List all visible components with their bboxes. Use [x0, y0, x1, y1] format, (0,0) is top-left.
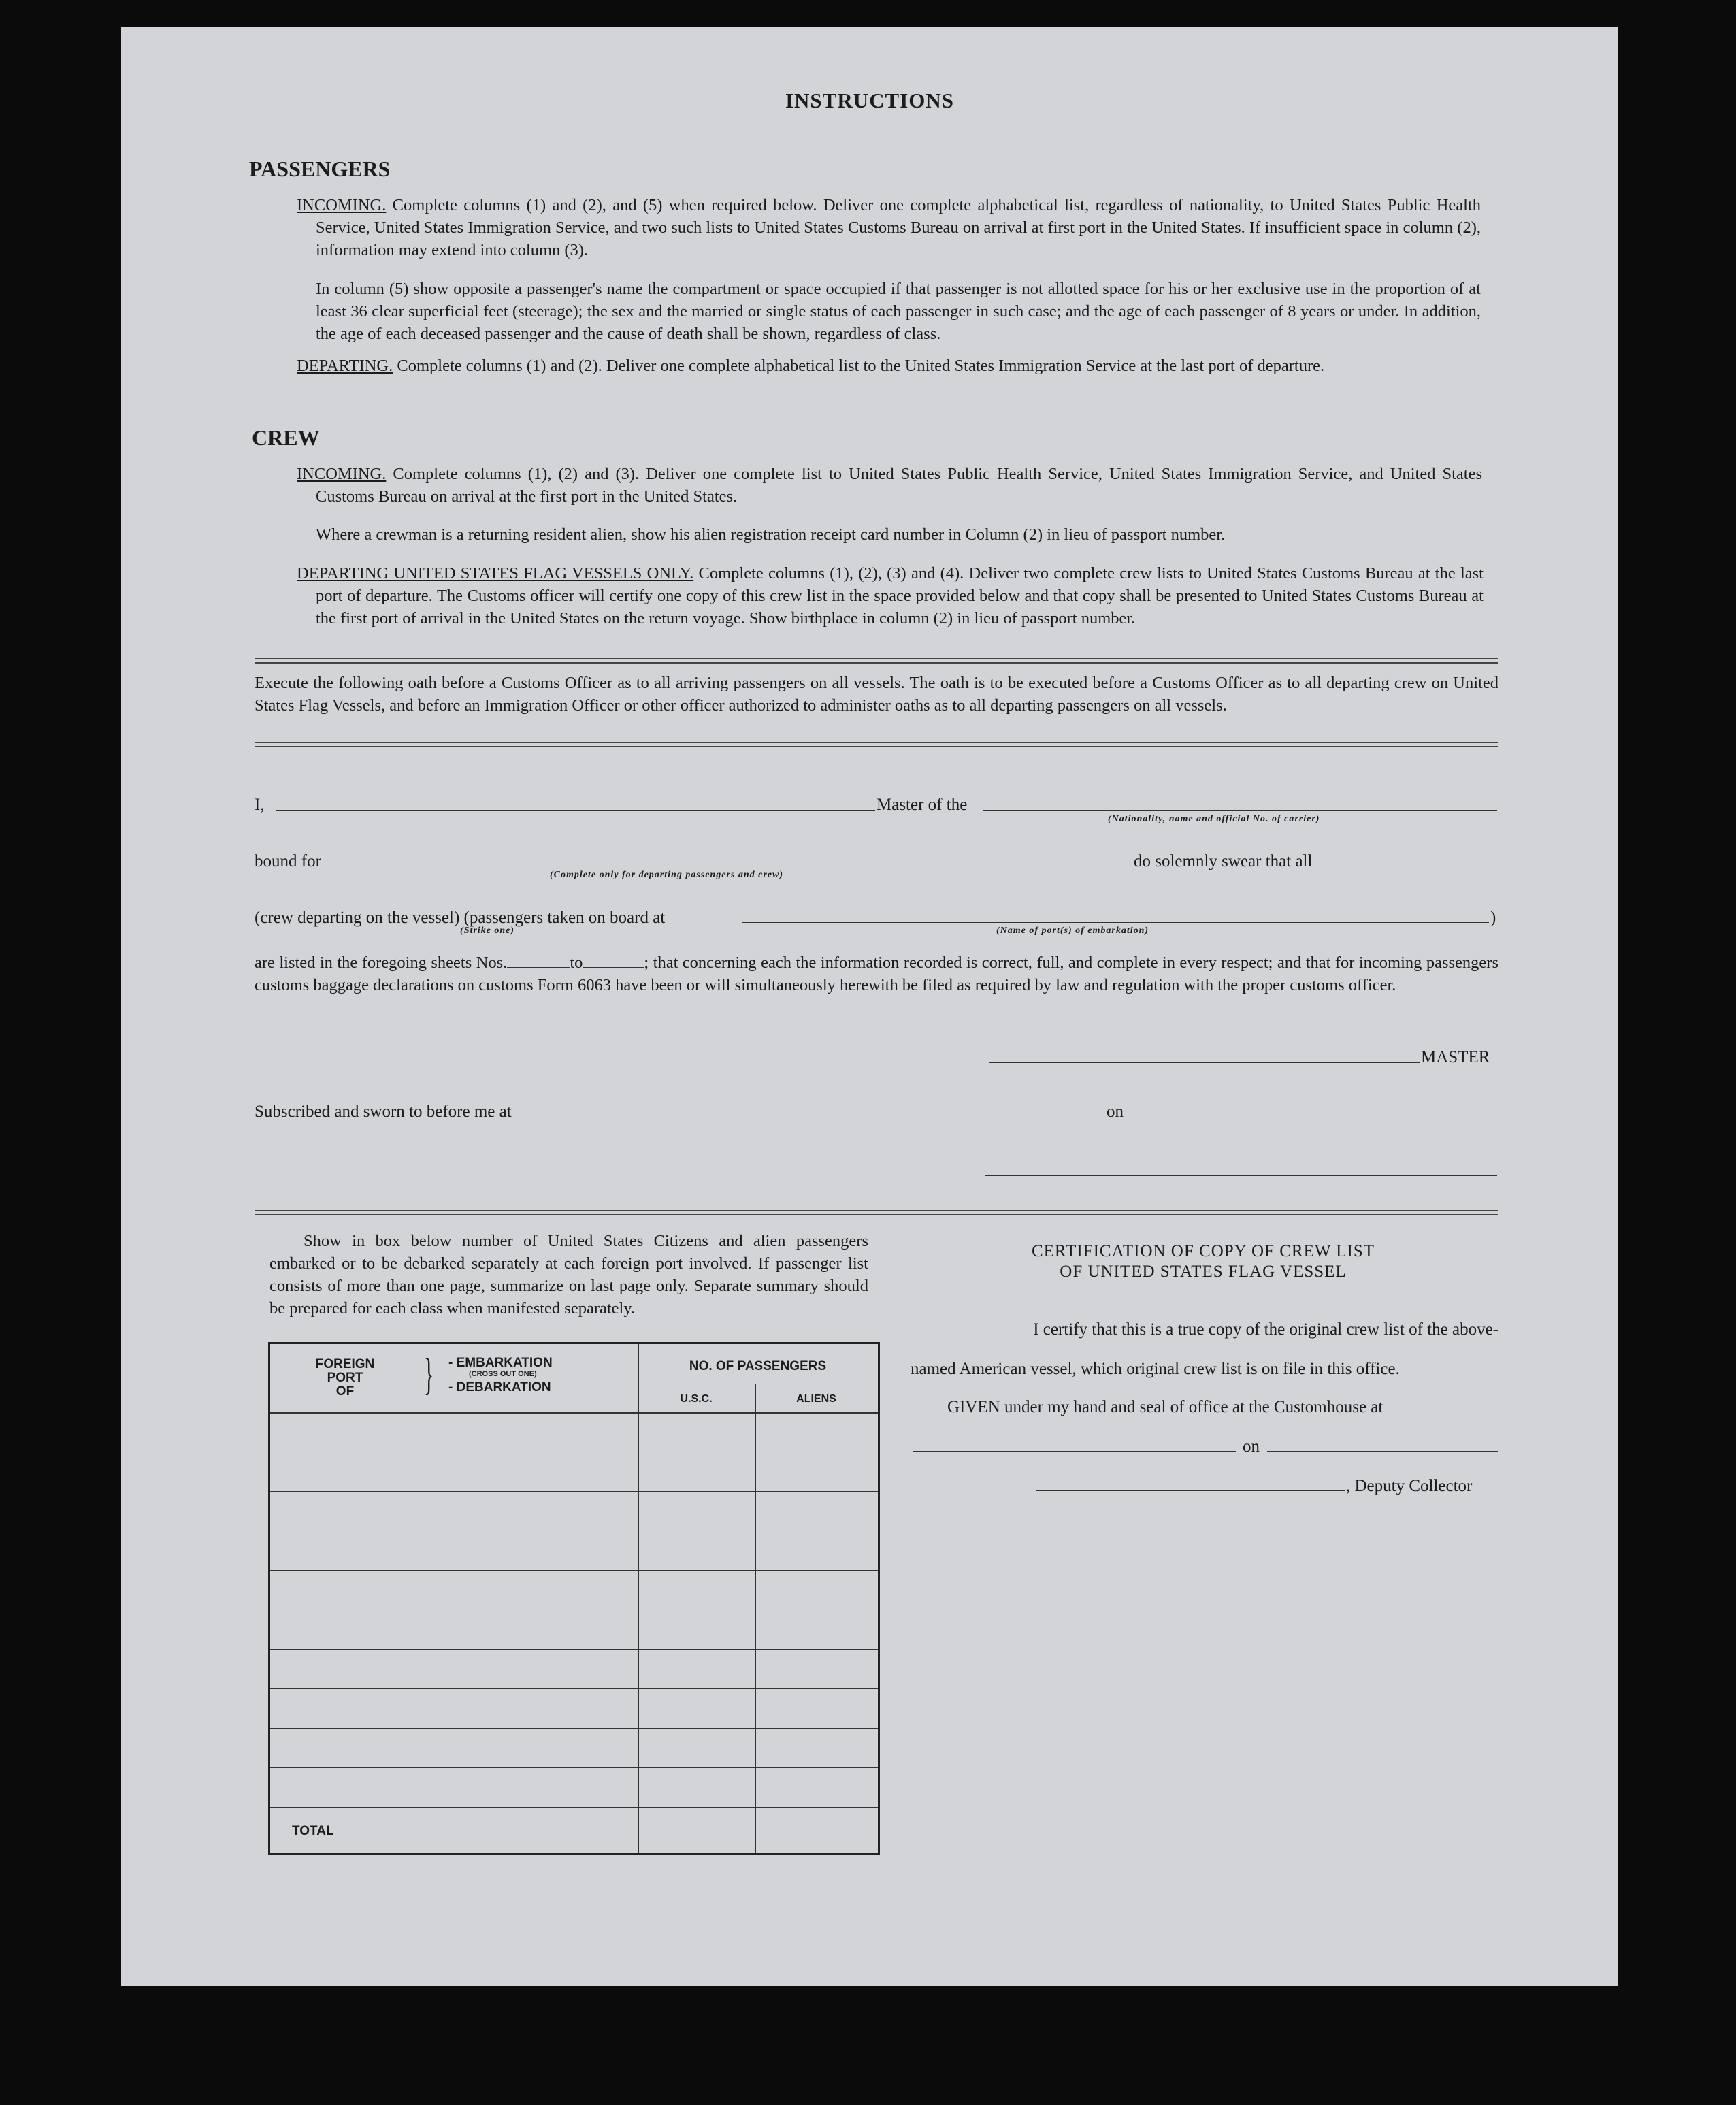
divider: [255, 742, 1498, 743]
passengers-departing-text: Complete columns (1) and (2). Deliver one complete alphabetical list to the United States Immigration Service at the last port of departure.: [397, 357, 1325, 375]
table-row[interactable]: [270, 1728, 878, 1729]
strike-one-caption: (Strike one): [460, 926, 515, 936]
sheet-to-field[interactable]: [583, 955, 644, 968]
passengers-column5-note: In column (5) show opposite a passenger's name the compartment or space occupied if that passenger is not allotted space for his or her exclusive use in the proportion of at least 36 clear superficial feet (steerage); the sex and the married or single status of each passenger in such case; and the age of each passenger of 8 years or under. In addition, the age of each deceased passenger and the cause of death shall be shown, regardless of class.: [316, 280, 1481, 343]
table-row[interactable]: [270, 1767, 878, 1768]
page-title: INSTRUCTIONS: [785, 88, 954, 112]
close-paren: ): [1490, 909, 1496, 927]
certification-heading: CERTIFICATION OF COPY OF CREW LIST OF UNITED STATES FLAG VESSEL: [1031, 1242, 1375, 1281]
table-row[interactable]: [270, 1649, 878, 1650]
crew-heading: CREW: [252, 425, 320, 450]
debarkation-label: - DEBARKATION: [448, 1380, 551, 1394]
complete-only-caption: (Complete only for departing passengers and crew): [550, 870, 783, 880]
bound-for-label: bound for: [255, 852, 321, 870]
cross-out-one-label: (CROSS OUT ONE): [469, 1370, 537, 1378]
port-caption: (Name of port(s) of embarkation): [996, 926, 1149, 936]
embarkation-label: - EMBARKATION: [448, 1356, 553, 1370]
no-of-passengers-header: NO. OF PASSENGERS: [689, 1359, 827, 1373]
passengers-incoming-text: Complete columns (1) and (2), and (5) when required below. Deliver one complete alphabetical list, regardless of nationality, to United States Public Health Service, United States Immigration Service, and two such lists to United States Customs Bureau on arrival at first port in the United States. If insufficient space in column (2), information may extend into column (3).: [316, 196, 1481, 259]
crew-resident-note: Where a crewman is a returning resident alien, show his alien registration receipt card number in Column (2) in lieu of passport number.: [316, 525, 1226, 544]
subscribed-text: Subscribed and sworn to before me at: [255, 1103, 512, 1121]
embarkation-port-line[interactable]: [742, 922, 1489, 923]
listed-to: to: [570, 953, 583, 972]
divider: [255, 746, 1498, 747]
certification-on-label: on: [1243, 1437, 1260, 1456]
master-name-line[interactable]: [276, 810, 875, 811]
crew-passengers-text: (crew departing on the vessel) (passengers taken on board at: [255, 909, 666, 927]
certification-date-line[interactable]: [1267, 1451, 1498, 1452]
deputy-collector-label: , Deputy Collector: [1346, 1477, 1473, 1495]
divider: [255, 658, 1498, 659]
master-label: MASTER: [1421, 1048, 1490, 1066]
table-row[interactable]: [270, 1491, 878, 1492]
oath-i-label: I,: [255, 796, 265, 814]
crew-departing-label: DEPARTING UNITED STATES FLAG VESSELS ONLY.: [297, 564, 694, 583]
carrier-line[interactable]: [983, 810, 1497, 811]
customhouse-line[interactable]: [913, 1451, 1236, 1452]
sheet-from-field[interactable]: [507, 955, 570, 968]
table-row[interactable]: [270, 1807, 878, 1808]
officer-signature-line[interactable]: [985, 1175, 1497, 1176]
listed-text-b: ; that concerning each the information recorded is correct, full, and complete in every respect; and that for incoming passengers customs baggage declarations on customs Form 6063 have been or will simultaneously herewith be filed as required by law and regulation with the proper customs officer.: [255, 953, 1498, 994]
aliens-header: ALIENS: [796, 1393, 836, 1405]
swear-text: do solemnly swear that all: [1134, 852, 1313, 870]
table-row[interactable]: [270, 1570, 878, 1571]
foreign-port-of-header: FOREIGN PORT OF: [315, 1357, 375, 1399]
crew-incoming: [297, 463, 1482, 508]
oath-instruction: Execute the following oath before a Customs Officer as to all arriving passengers on all vessels. The oath is to be executed before a Customs Officer as to all departing crew on United States Flag Vessels, and before an Immigration Officer or other officer authorized to administer oaths as to all departing passengers on all vessels.: [255, 674, 1498, 715]
crew-incoming-text: Complete columns (1), (2) and (3). Deliver one complete list to United States Public Health Service, United States Immigration Service, and United States Customs Bureau on arrival at the first port in the United States.: [316, 465, 1483, 506]
form-page: [121, 27, 1618, 1986]
brace-icon: }: [424, 1350, 434, 1399]
master-of-the-label: Master of the: [877, 796, 968, 814]
table-row[interactable]: [270, 1688, 878, 1689]
divider: [255, 662, 1498, 664]
table-divider: [638, 1344, 639, 1853]
listed-paragraph: [255, 951, 1498, 996]
crew-incoming-label: INCOMING.: [297, 465, 387, 483]
crew-departing: [297, 562, 1484, 630]
divider: [255, 1214, 1498, 1215]
table-header-line: [270, 1412, 878, 1414]
master-signature-line[interactable]: [989, 1062, 1420, 1063]
divider: [255, 1210, 1498, 1211]
passengers-departing: [297, 355, 1481, 377]
passengers-incoming-label: INCOMING.: [297, 196, 387, 214]
total-label: TOTAL: [292, 1824, 334, 1838]
certification-line2: named American vessel, which original crew list is on file in this office.: [911, 1360, 1400, 1378]
usc-header: U.S.C.: [680, 1393, 713, 1405]
passengers-departing-label: DEPARTING.: [297, 357, 393, 375]
summary-instruction: Show in box below number of United States Citizens and alien passengers embarked or to be debarked separately at each foreign port involved. If passenger list consists of more than one page, summarize on last page only. Separate summary should be prepared for each class when manifested separately.: [269, 1232, 868, 1318]
listed-text-a: are listed in the foregoing sheets Nos.: [255, 953, 508, 972]
sworn-on-label: on: [1107, 1103, 1124, 1121]
table-divider: [755, 1384, 756, 1853]
crew-departing-text: Complete columns (1), (2), (3) and (4). Deliver two complete crew lists to United States Customs Bureau at the last port of departure. The Customs officer will certify one copy of this crew list in the space provided below and that copy shall be presented to United States Customs Bureau at the first port of arrival in the United States on the return voyage. Show birthplace in column (2) in lieu of passport number.: [316, 564, 1484, 627]
passengers-incoming: [297, 194, 1481, 261]
nationality-caption: (Nationality, name and official No. of carrier): [1108, 814, 1320, 824]
certification-line1: I certify that this is a true copy of the original crew list of the above-: [1033, 1320, 1498, 1339]
deputy-collector-signature-line[interactable]: [1036, 1490, 1345, 1491]
passengers-heading: PASSENGERS: [249, 157, 391, 181]
certification-line3: GIVEN under my hand and seal of office at the Customhouse at: [947, 1398, 1383, 1416]
passenger-summary-table: [268, 1342, 880, 1855]
